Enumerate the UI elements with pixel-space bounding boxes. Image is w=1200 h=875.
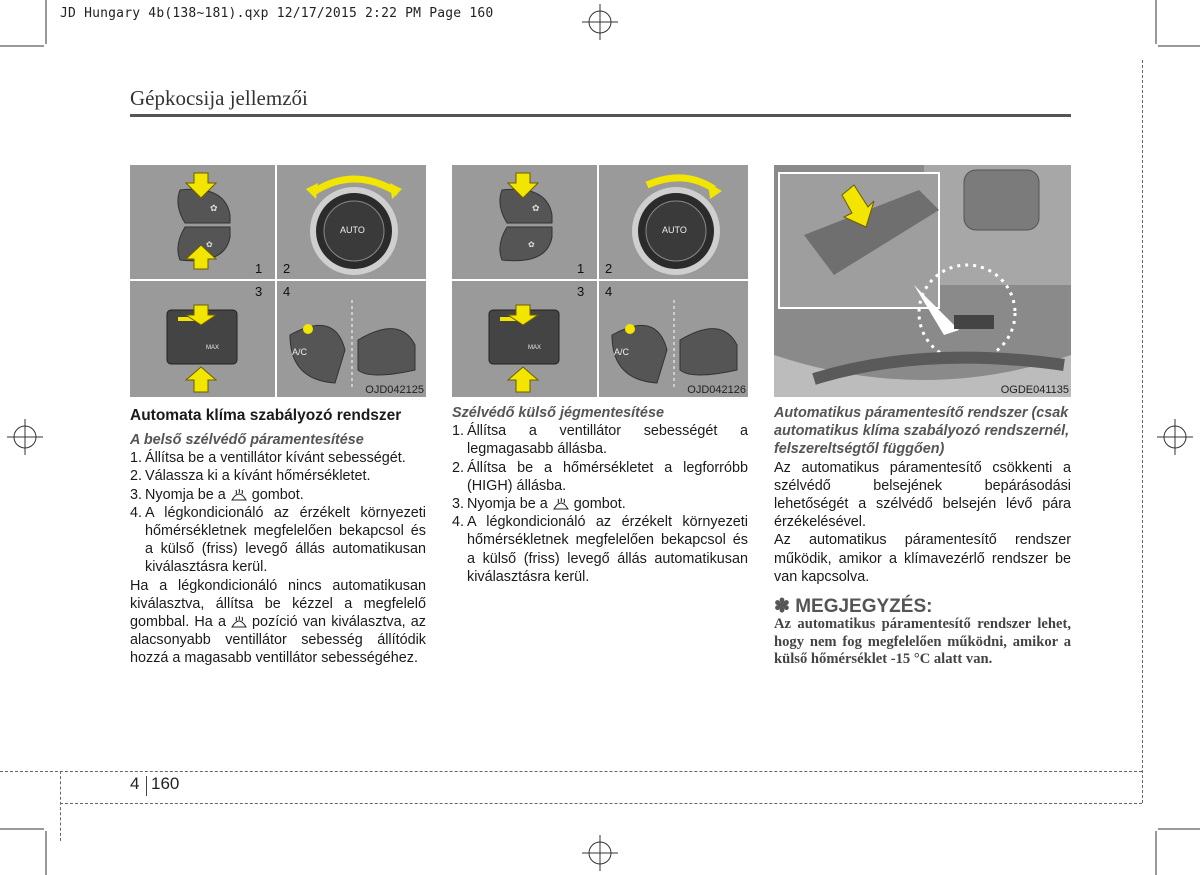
svg-text:✿: ✿ — [532, 204, 540, 214]
heading-auto-climate: Automata klíma szabályozó rendszer — [130, 407, 402, 424]
front-defrost-icon — [552, 495, 570, 511]
front-defrost-icon — [230, 486, 248, 502]
list-item: 3. Nyomja be a gombot. — [452, 496, 626, 513]
fig2-label-1: 1 — [577, 261, 585, 276]
figure-3-art — [774, 165, 1071, 397]
figure-code: OJD042125 — [365, 384, 424, 396]
column-1 — [130, 406, 426, 668]
footer-rule — [0, 771, 1142, 772]
note-title: ✽ MEGJEGYZÉS: — [774, 596, 933, 618]
list-item: 3. Nyomja be a gombot. — [130, 486, 304, 503]
fig1-label-3: 3 — [255, 284, 263, 299]
list-item: 1. Állítsa a ventillátor sebességét a legmagasabb állásba. — [452, 423, 748, 458]
fig2-label-3: 3 — [577, 284, 585, 299]
note-text: Az automatikus páramentesítő rendszer lehet, hogy nem fog megfelelően működni, amikor a külső hőmérséklet -15 °C alatt van. — [774, 616, 1071, 668]
fig1-label-2: 2 — [283, 261, 291, 276]
svg-text:✿: ✿ — [206, 240, 213, 249]
list-item: 4. A légkondicionáló az érzékelt környezeti hőmérsékletnek megfelelően bekapcsol és a külső (friss) levegő állás automatikusan kiválasztásra kerül. — [130, 504, 426, 576]
fig1-label-1: 1 — [255, 261, 263, 276]
paragraph-auto-defog-2: Az automatikus páramentesítő rendszer működik, amikor a klímavezérlő rendszer be van kapcsolva. — [774, 532, 1071, 585]
paragraph-manual-ac: Ha a légkondicionáló nincs automatikusan kiválasztva, állítsa be kézzel a megfelelő gombbal. Ha a pozíció van kiválasztva, az alacsonyabb ventillátor sebesség állítódik hozzá a magasabb ventillátor sebességéhez. — [130, 577, 426, 667]
svg-text:✿: ✿ — [528, 240, 535, 249]
paragraph-auto-defog-1: Az automatikus páramentesítő csökkenti a szélvédő belsejének bepárásodási lehetőségét a szélvédő belsején lévő pára érzékelésével. — [774, 459, 1071, 531]
subheading-inner-defog: A belső szélvédő páramentesítése — [130, 432, 364, 448]
figure-humidity-sensor-photo — [774, 165, 1071, 397]
margin-guide — [60, 771, 61, 841]
fig2-max-label: MAX — [528, 345, 542, 351]
fig1-label-4: 4 — [283, 284, 291, 299]
list-item: 1. Állítsa be a ventillátor kívánt sebességét. — [130, 450, 406, 467]
figure-code: OGDE041135 — [1000, 384, 1069, 396]
svg-text:✿: ✿ — [210, 204, 218, 214]
subheading-outer-defrost: Szélvédő külső jégmentesítése — [452, 405, 664, 421]
figure-climate-controls-1 — [130, 165, 426, 397]
front-defrost-icon — [230, 613, 248, 629]
print-header: JD Hungary 4b(138~181).qxp 12/17/2015 2:22 PM Page 160 — [60, 6, 494, 21]
figure-code: OJD042126 — [687, 384, 746, 396]
chapter-number: 4 — [130, 774, 140, 793]
fig2-ac-label: A/C — [614, 347, 630, 357]
title-rule — [130, 114, 1071, 117]
fig2-label-2: 2 — [605, 261, 613, 276]
steps-list — [130, 449, 426, 576]
figure-2-art — [452, 165, 748, 397]
page-number-divider — [146, 776, 147, 796]
fig2-auto-label: AUTO — [662, 225, 687, 235]
section-title: Gépkocsija jellemzői — [130, 86, 308, 110]
fig1-ac-label: A/C — [292, 347, 308, 357]
fig1-max-label: MAX — [206, 345, 220, 351]
margin-guide — [1142, 60, 1143, 803]
page-number: 160 — [151, 774, 180, 793]
column-2 — [452, 404, 748, 586]
subheading-auto-defog: Automatikus páramentesítő rendszer (csak automatikus klíma szabályozó rendszernél, felszereltségtől függően) — [774, 405, 1070, 458]
list-item: 2. Állítsa be a hőmérsékletet a legforróbb (HIGH) állásba. — [452, 459, 748, 494]
fig2-label-4: 4 — [605, 284, 613, 299]
steps-list — [452, 422, 748, 586]
figure-1-art — [130, 165, 426, 397]
list-item: 2. Válassza ki a kívánt hőmérsékletet. — [130, 468, 371, 485]
figure-climate-controls-2 — [452, 165, 748, 397]
list-item: 4. A légkondicionáló az érzékelt környezeti hőmérsékletnek megfelelően bekapcsol és a külső (friss) levegő állás automatikusan kiválasztásra kerül. — [452, 514, 748, 585]
footer-rule-2 — [60, 803, 1142, 804]
column-3 — [774, 404, 1071, 669]
fig1-auto-label: AUTO — [340, 225, 365, 235]
